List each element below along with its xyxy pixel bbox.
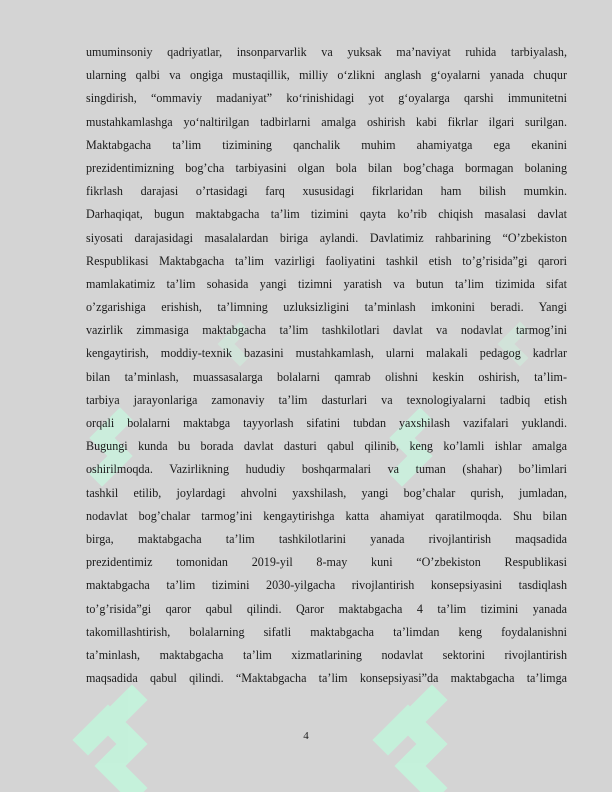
text-line: maqsadida qabul qilindi. “Maktabgacha ta’lim konsepsiyasi”da maktabgacha ta’limga: [86, 671, 567, 686]
text-line: tarbiya jarayonlariga zamonaviy ta’lim dasturlari va texnologiyalarni tadbiq etish: [86, 392, 567, 407]
text-line: Maktabgacha ta’lim tizimining qanchalik muhim ahamiyatga ega ekanini: [86, 137, 567, 152]
text-line: orqali bolalarni maktabga tayyorlash sifatini tubdan yaxshilash vazifalari yuklandi.: [86, 416, 567, 430]
text-line: maktabgacha ta’lim tizimini 2030-yilgacha rivojlantirish konsepsiyasini tasdiqlash: [86, 578, 567, 593]
text-line: prezidentimiz tomonidan 2019-yil 8-may kuni “O’zbekiston Respublikasi: [86, 555, 567, 570]
text-line: siyosati darajasidagi masalalardan biriga aylandi. Davlatimiz rahbarining “O’zbekiston: [86, 230, 567, 245]
text-line: birga, maktabgacha ta’lim tashkilotlarini yanada rivojlantirish maqsadida: [86, 531, 567, 546]
text-line: fikrlash darajasi o’rtasidagi farq xususidagi fikrlaridan ham bilish mumkin.: [86, 184, 567, 199]
text-line: Respublikasi Maktabgacha ta’lim vazirligi faoliyatini tashkil etish to’g’risida”gi qarori: [86, 253, 567, 268]
text-line: singdirish, “ommaviy madaniyat” ko‘rinishidagi yot g‘oyalarga qarshi immunitetni: [86, 91, 567, 106]
text-line: to’g’risida”gi qaror qabul qilindi. Qaror maktabgacha 4 ta’lim tizimini yanada: [86, 601, 567, 616]
text-line: tashkil etilib, joylardagi ahvolni yaxshilash, yangi bog’chalar qurish, jumladan,: [86, 485, 567, 500]
text-line: umuminsoniy qadriyatlar, insonparvarlik va yuksak ma’naviyat ruhida tarbiyalash,: [86, 45, 567, 59]
watermark-mark-bottom-right: [388, 700, 432, 788]
watermark-mark-bottom-left: [88, 700, 132, 788]
text-line: nodavlat bog’chalar tarmog’ini kengaytirishga katta ahamiyat qaratilmoqda. Shu bilan: [86, 508, 567, 523]
page-number: 4: [303, 730, 309, 742]
text-line: vazirlik zimmasiga maktabgacha ta’lim tashkilotlari davlat va nodavlat tarmog’ini: [86, 323, 567, 338]
text-line: oshirilmoqda. Vazirlikning hududiy boshqarmalari va tuman (shahar) bo’limlari: [86, 462, 567, 477]
text-line: kengaytirish, moddiy-texnik bazasini mustahkamlash, ularni malakali pedagog kadrlar: [86, 346, 567, 361]
text-line: o’zgarishiga erishish, ta’limning uzluksizligini ta’minlash imkonini beradi. Yangi: [86, 300, 567, 315]
text-line: Bugungi kunda bu borada davlat dasturi qabul qilinib, keng ko’lamli ishlar amalga: [86, 439, 567, 454]
text-line: ularning qalbi va ongiga mustaqillik, milliy o‘zlikni anglash g‘oyalarni yanada chuqur: [86, 68, 567, 83]
text-line: Darhaqiqat, bugun maktabgacha ta’lim tizimini qayta ko’rib chiqish masalasi davlat: [86, 207, 567, 222]
text-line: takomillashtirish, bolalarning sifatli maktabgacha ta’limdan keng foydalanishni: [86, 624, 567, 639]
text-line: prezidentimizning bog’cha tarbiyasini olgan bola bilan bog’chaga bormagan bolaning: [86, 160, 567, 175]
text-line: bilan ta’minlash, muassasalarga bolalarni qamrab olishni keskin oshirish, ta’lim-: [86, 369, 567, 384]
text-line: mustahkamlashga yo‘naltirilgan tadbirlarni amalga oshirish kabi fikrlar ilgari surilgan.: [86, 114, 567, 129]
text-line: ta’minlash, maktabgacha ta’lim xizmatlarining nodavlat sektorini rivojlantirish: [86, 647, 567, 662]
body-text: [86, 41, 567, 690]
text-line: mamlakatimiz ta’lim sohasida yangi tizimni yaratish va butun ta’lim tizimida sifat: [86, 276, 567, 291]
